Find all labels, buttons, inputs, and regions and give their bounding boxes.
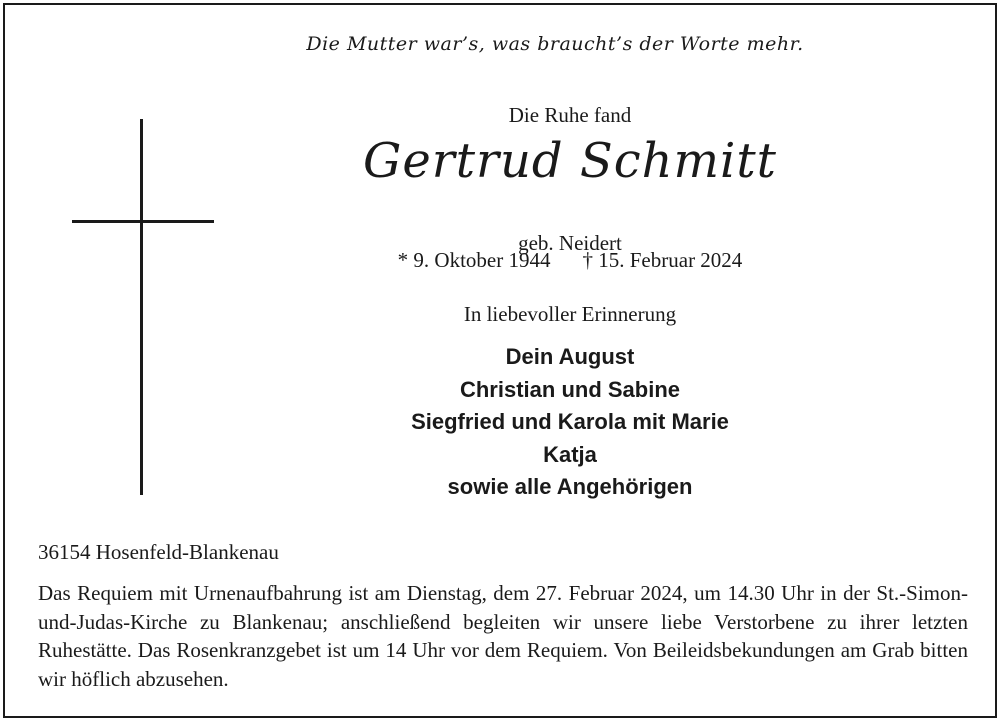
mourner: Siegfried und Karola mit Marie xyxy=(411,409,729,434)
mourner: sowie alle Angehörigen xyxy=(447,474,693,499)
mourner: Dein August xyxy=(505,344,635,369)
mourner: Christian und Sabine xyxy=(459,376,681,402)
motto: Die Mutter war’s, was braucht’s der Worte mehr. xyxy=(306,33,804,55)
intro-line: Die Ruhe fand xyxy=(508,103,632,127)
life-dates xyxy=(275,248,865,273)
deceased-name: Gertrud Schmitt xyxy=(363,133,777,189)
mourners-list xyxy=(275,341,865,504)
place-line: 36154 Hosenfeld-Blankenau xyxy=(38,540,279,564)
mourner: Katja xyxy=(543,441,597,467)
funeral-notice-text: Das Requiem mit Urnenaufbahrung ist am Dienstag, dem 27. Februar 2024, um 14.30 Uhr in der St.-Simon-und-Judas-Kirche zu Blankenau; anschließend begleiten wir unsere liebe Verstorbene zu ihrer letzten Ruhestätte. Das Rosenkranzgebet ist um 14 Uhr vor dem Requiem. Von Beileidsbekundungen am Grab bitten wir höflich abzusehen. xyxy=(38,581,968,691)
maiden-name: geb. Neidert xyxy=(518,231,622,255)
memory-line: In liebevoller Erinnerung xyxy=(463,302,677,326)
death-date: † 15. Februar 2024 xyxy=(582,248,743,272)
obituary-notice xyxy=(3,3,997,718)
birth-date: * 9. Oktober 1944 xyxy=(397,248,551,272)
